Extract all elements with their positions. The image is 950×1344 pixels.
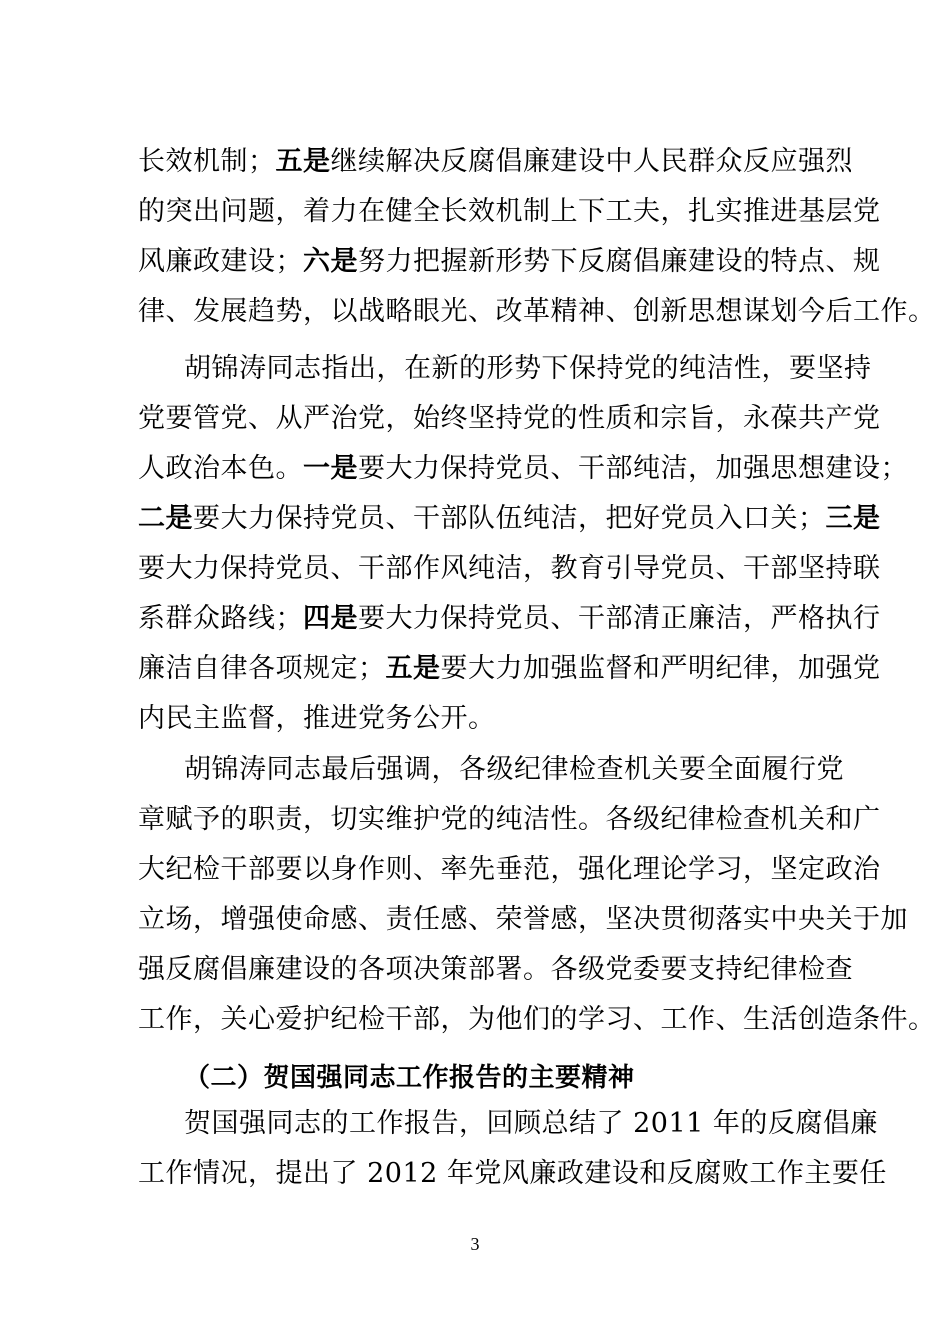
text-run: 的突出问题，着力在健全长效机制上下工夫，扎实推进基层党: [138, 196, 881, 227]
paragraph-3-line-3: [138, 850, 881, 890]
text-run: 要大力保持党员、干部纯洁，加强思想建设；: [358, 453, 908, 484]
text-run: 胡锦涛同志最后强调，各级纪律检查机关要全面履行党: [184, 754, 844, 785]
paragraph-2-line-2: [138, 399, 881, 439]
text-run: 大纪检干部要以身作则、率先垂范，强化理论学习，坚定政治: [138, 854, 881, 885]
bold-marker: 五是: [275, 146, 331, 177]
paragraph-3-line-4: [138, 900, 908, 940]
text-run: 工作情况，提出了 2012 年党风廉政建设和反腐败工作主要任: [138, 1158, 887, 1189]
paragraph-4-line-1: [184, 1104, 884, 1144]
paragraph-2-line-4: [138, 499, 881, 539]
text-run: 内民主监督，推进党务公开。: [138, 703, 496, 734]
bold-marker: 一是: [303, 453, 358, 484]
text-run: 章赋予的职责，切实维护党的纯洁性。各级纪律检查机关和广: [138, 804, 881, 835]
paragraph-3-line-6: [138, 1000, 936, 1040]
text-run: 工作，关心爱护纪检干部，为他们的学习、工作、生活创造条件。: [138, 1004, 936, 1035]
text-run: 努力把握新形势下反腐倡廉建设的特点、规: [358, 246, 881, 277]
paragraph-1-line-4: [138, 292, 936, 332]
page-number: 3: [470, 1234, 480, 1254]
bold-marker: 六是: [303, 246, 358, 277]
text-run: 继续解决反腐倡廉建设中人民群众反应强烈: [330, 146, 853, 177]
paragraph-1-line-2: [138, 192, 881, 232]
bold-marker: 三是: [825, 503, 881, 534]
paragraph-2-line-5: [138, 549, 881, 589]
text-run: 要大力保持党员、干部队伍纯洁，把好党员入口关；: [193, 503, 826, 534]
text-run: 胡锦涛同志指出，在新的形势下保持党的纯洁性，要坚持: [184, 353, 872, 384]
paragraph-1-line-1: [138, 142, 853, 182]
text-run: 系群众路线；: [138, 603, 303, 634]
text-run: 党要管党、从严治党，始终坚持党的性质和宗旨，永葆共产党: [138, 403, 881, 434]
bold-marker: 二是: [138, 503, 193, 534]
paragraph-2-line-6: [138, 599, 881, 639]
paragraph-3-line-2: [138, 800, 881, 840]
paragraph-2-line-7: [138, 649, 881, 689]
paragraph-3-line-1: [184, 750, 884, 790]
text-run: 要大力加强监督和严明纪律，加强党: [440, 653, 881, 684]
bold-marker: 四是: [303, 603, 358, 634]
text-run: 长效机制；: [138, 146, 276, 177]
text-run: 风廉政建设；: [138, 246, 303, 277]
text-run: 人政治本色。: [138, 453, 303, 484]
text-run: 要大力保持党员、干部作风纯洁，教育引导党员、干部坚持联: [138, 553, 881, 584]
paragraph-2-line-8: [138, 699, 838, 739]
text-run: 强反腐倡廉建设的各项决策部署。各级党委要支持纪律检查: [138, 954, 853, 985]
text-run: 要大力保持党员、干部清正廉洁，严格执行: [358, 603, 881, 634]
text-run: 贺国强同志的工作报告，回顾总结了 2011 年的反腐倡廉: [184, 1108, 878, 1139]
paragraph-4-line-2: [138, 1154, 887, 1194]
paragraph-2-line-1: [184, 349, 884, 389]
text-run: 立场，增强使命感、责任感、荣誉感，坚决贯彻落实中央关于加: [138, 904, 908, 935]
paragraph-3-line-5: [138, 950, 853, 990]
text-run: 廉洁自律各项规定；: [138, 653, 386, 684]
text-run: 律、发展趋势，以战略眼光、改革精神、创新思想谋划今后工作。: [138, 296, 936, 327]
paragraph-1-line-3: [138, 242, 881, 282]
section-heading: （二）贺国强同志工作报告的主要精神: [184, 1063, 635, 1093]
paragraph-2-line-3: [138, 449, 908, 489]
bold-marker: 五是: [385, 653, 441, 684]
